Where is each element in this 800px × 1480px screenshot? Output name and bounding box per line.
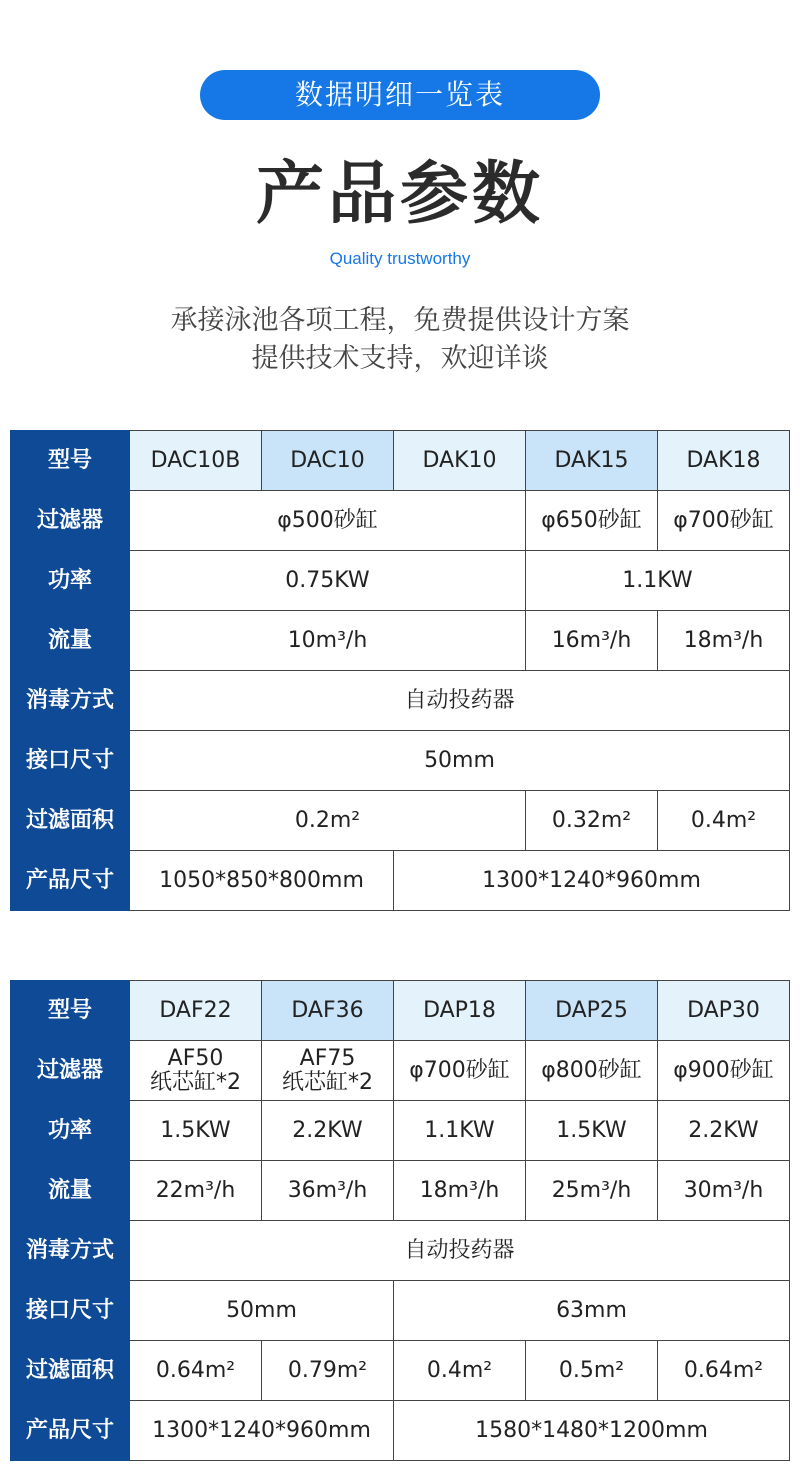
- row-label-port: 接口尺寸: [11, 731, 130, 791]
- description-line-2: 提供技术支持，欢迎详谈: [251, 343, 549, 374]
- model-cell: DAF22: [130, 981, 262, 1041]
- flow-cell: 22m³/h: [130, 1161, 262, 1221]
- row-label-port: 接口尺寸: [11, 1281, 130, 1341]
- flow-cell: 25m³/h: [526, 1161, 658, 1221]
- table-row: [11, 851, 790, 911]
- table-row: [11, 1401, 790, 1461]
- model-cell: DAK15: [526, 431, 658, 491]
- disinfect-cell: 自动投药器: [130, 1221, 790, 1281]
- port-cell: 63mm: [394, 1281, 790, 1341]
- table-row: [11, 491, 790, 551]
- size-cell: 1580*1480*1200mm: [394, 1401, 790, 1461]
- filter-cell: φ800砂缸: [526, 1041, 658, 1101]
- spec-table-1: [10, 430, 790, 911]
- table-row: [11, 1221, 790, 1281]
- table-row: [11, 611, 790, 671]
- row-label-flow: 流量: [11, 1161, 130, 1221]
- page-title: 产品参数: [255, 155, 544, 234]
- power-cell: 1.1KW: [394, 1101, 526, 1161]
- model-cell: DAP18: [394, 981, 526, 1041]
- table-row: [11, 1101, 790, 1161]
- row-label-disinfect: 消毒方式: [11, 671, 130, 731]
- filter-line: AF75: [299, 1045, 356, 1071]
- filter-cell: φ500砂缸: [130, 491, 526, 551]
- flow-cell: 36m³/h: [262, 1161, 394, 1221]
- filter-cell: φ900砂缸: [658, 1041, 790, 1101]
- table-row: [11, 731, 790, 791]
- filter-line: 纸芯缸*2: [282, 1069, 373, 1095]
- table-row: [11, 1041, 790, 1101]
- table-row: [11, 981, 790, 1041]
- spec-table-2: [10, 980, 790, 1461]
- filter-cell: [130, 1041, 262, 1101]
- flow-cell: 10m³/h: [130, 611, 526, 671]
- table-row: [11, 431, 790, 491]
- model-cell: DAK18: [658, 431, 790, 491]
- table-row: [11, 791, 790, 851]
- area-cell: 0.64m²: [130, 1341, 262, 1401]
- flow-cell: 18m³/h: [394, 1161, 526, 1221]
- row-label-filter: 过滤器: [11, 1041, 130, 1101]
- row-label-power: 功率: [11, 1101, 130, 1161]
- row-label-size: 产品尺寸: [11, 1401, 130, 1461]
- power-cell: 1.5KW: [130, 1101, 262, 1161]
- disinfect-cell: 自动投药器: [130, 671, 790, 731]
- area-cell: 0.4m²: [658, 791, 790, 851]
- filter-cell: φ700砂缸: [658, 491, 790, 551]
- model-cell: DAP30: [658, 981, 790, 1041]
- row-label-model: 型号: [11, 431, 130, 491]
- area-cell: 0.79m²: [262, 1341, 394, 1401]
- row-label-flow: 流量: [11, 611, 130, 671]
- model-cell: DAC10B: [130, 431, 262, 491]
- filter-line: 纸芯缸*2: [150, 1069, 241, 1095]
- flow-cell: 18m³/h: [658, 611, 790, 671]
- table-row: [11, 1281, 790, 1341]
- model-cell: DAP25: [526, 981, 658, 1041]
- power-cell: 2.2KW: [658, 1101, 790, 1161]
- area-cell: 0.2m²: [130, 791, 526, 851]
- row-label-filter: 过滤器: [11, 491, 130, 551]
- size-cell: 1300*1240*960mm: [394, 851, 790, 911]
- area-cell: 0.32m²: [526, 791, 658, 851]
- power-cell: 2.2KW: [262, 1101, 394, 1161]
- table-row: [11, 1341, 790, 1401]
- filter-cell: φ700砂缸: [394, 1041, 526, 1101]
- row-label-power: 功率: [11, 551, 130, 611]
- table-row: [11, 1161, 790, 1221]
- row-label-disinfect: 消毒方式: [11, 1221, 130, 1281]
- flow-cell: 30m³/h: [658, 1161, 790, 1221]
- filter-cell: φ650砂缸: [526, 491, 658, 551]
- row-label-area: 过滤面积: [11, 1341, 130, 1401]
- power-cell: 0.75KW: [130, 551, 526, 611]
- filter-cell: [262, 1041, 394, 1101]
- table-row: [11, 551, 790, 611]
- flow-cell: 16m³/h: [526, 611, 658, 671]
- port-cell: 50mm: [130, 731, 790, 791]
- filter-line: AF50: [167, 1045, 224, 1071]
- size-cell: 1300*1240*960mm: [130, 1401, 394, 1461]
- area-cell: 0.4m²: [394, 1341, 526, 1401]
- model-cell: DAF36: [262, 981, 394, 1041]
- port-cell: 50mm: [130, 1281, 394, 1341]
- row-label-size: 产品尺寸: [11, 851, 130, 911]
- section-pill: 数据明细一览表: [200, 70, 600, 120]
- area-cell: 0.5m²: [526, 1341, 658, 1401]
- table-row: [11, 671, 790, 731]
- area-cell: 0.64m²: [658, 1341, 790, 1401]
- model-cell: DAK10: [394, 431, 526, 491]
- power-cell: 1.5KW: [526, 1101, 658, 1161]
- model-cell: DAC10: [262, 431, 394, 491]
- row-label-area: 过滤面积: [11, 791, 130, 851]
- power-cell: 1.1KW: [526, 551, 790, 611]
- row-label-model: 型号: [11, 981, 130, 1041]
- size-cell: 1050*850*800mm: [130, 851, 394, 911]
- description-line-1: 承接泳池各项工程，免费提供设计方案: [170, 305, 630, 336]
- page-subtitle: Quality trustworthy: [329, 249, 471, 268]
